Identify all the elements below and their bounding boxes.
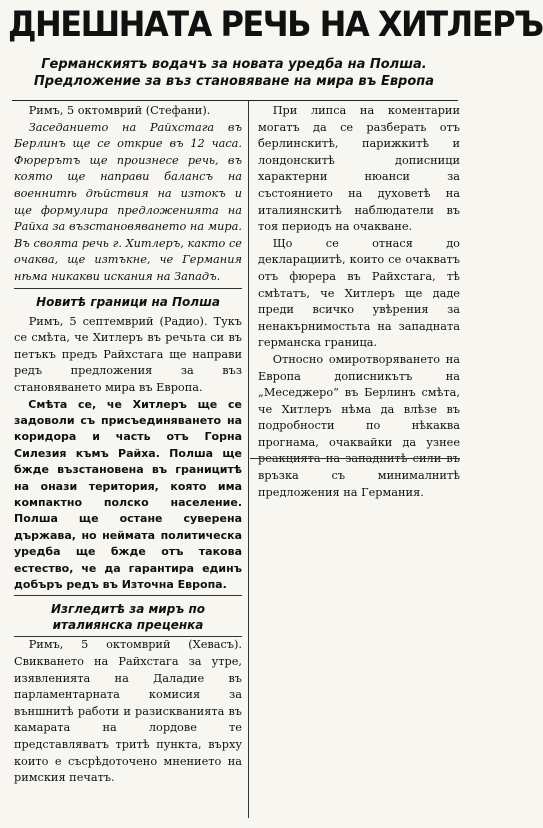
borders-bold-paragraph: Смѣта се, че Хитлеръ ще се задоволи съ присъединяването на коридора и часть отъ Горна Силезия къмъ Райха. Полша ще бжде възстановена въ границитѣ на онази територия, която има компактно полско население. Полша ще остане суверена държава, но неймата политическа уредба ще бжде отъ такова естество, че да гарантира единъ добъръ редъ въ Източна Европа. [14, 397, 242, 591]
right-column [258, 103, 460, 501]
right-paragraph-1: При липса на коментарии могатъ да се разберать отъ берлинскитѣ, парижкитѣ и лондонскитѣ дописници характерни нюанси за състоянието на духоветѣ на италиянскитѣ наблюдатели въ тоя периодъ на очакване. [258, 104, 460, 234]
column-divider [248, 100, 249, 818]
peace-paragraph: Римъ, 5 октомврий (Хевасъ). Свикването на Райхстага за утре, изявленията на Даладие въ парламентарната комисия за външнитѣ работи и разискванията въ камарата на лордове те представляватъ тритѣ пункта, върху които е съсрѣдоточено мнението на римския печатъ. [14, 638, 242, 785]
dateline-paragraph: Римъ, 5 октомврий (Стефани). [28, 104, 211, 117]
column-end-rule [250, 458, 460, 459]
section-title-peace-prospects: Изгледитѣ за миръ по италиянска преценка [50, 602, 206, 633]
section-rule [14, 288, 242, 289]
subheadline: Германскиятъ водачъ за новата уредба на Полша. Предложение за въз становяване на мира въ Европа [33, 57, 435, 89]
borders-paragraph: Римъ, 5 септемврий (Радио). Тукъ се смѣта, че Хитлеръ въ речьта си въ петъкъ предъ Райхстага ще направи редъ предложения за въз становяването мира въ Европа. [14, 314, 242, 394]
intro-paragraph: Заседанието на Райхстага въ Берлинъ ще се открие въ 12 часа. Фюрерътъ ще произнесе речь, въ която ще направи балансъ на военнитѣ дѣйствия на изтокъ и ще формулира предложенията на Райха за възстановяването на мира. Въ своята речь г. Хитлеръ, както се очаква, ще изтъкне, че Германия нѣма никакви искания на Западъ. [14, 120, 242, 283]
top-rule [12, 100, 458, 101]
right-paragraph-2: Що се отнася до декларациитѣ, които се очакватъ отъ фюрера въ Райхстага, тѣ смѣтатъ, че Хитлеръ ще даде преди всичко увѣрения за ненакърнимостьта на западната германска граница. [258, 236, 460, 350]
right-paragraph-3: Относно омиротворяването на Европа дописникътъ на „Меседжеро“ въ Берлинъ смѣта, че Хитлеръ нѣма да влѣзе въ подробности по нѣкаква прогнама, очаквайки да узнее реакцията на западнитѣ сили въ връзка съ минималнитѣ предложения на Германия. [258, 352, 460, 499]
section-rule [14, 595, 242, 596]
left-column [14, 103, 242, 787]
section-title-borders: Новитѣ граници на Полша [36, 294, 220, 309]
headline: ДНЕШНАТА РЕЧЬ НА ХИТЛЕРЪ [8, 3, 543, 45]
